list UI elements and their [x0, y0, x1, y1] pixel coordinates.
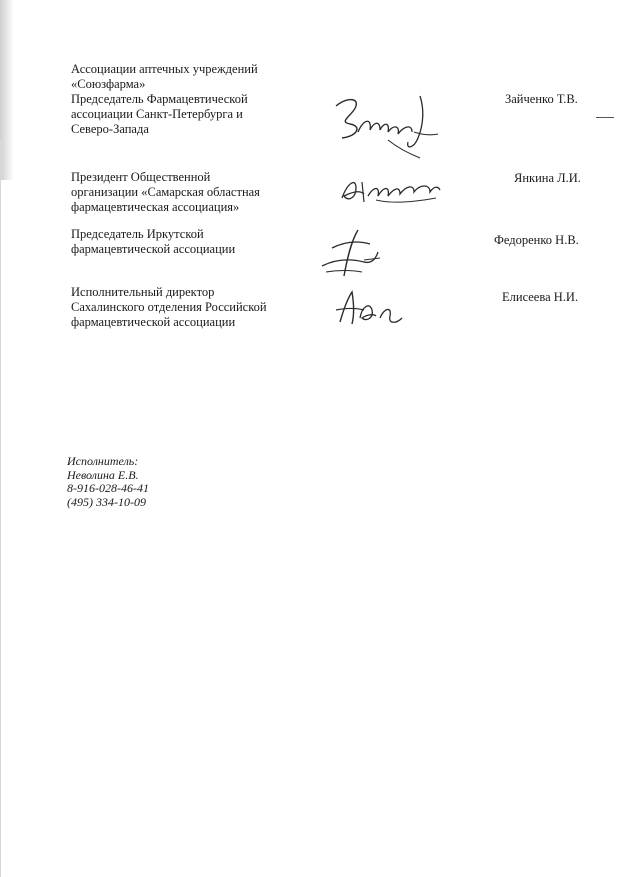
org-line: Исполнительный директор: [71, 285, 215, 299]
org-line: Ассоциации аптечных учреждений: [71, 62, 258, 76]
executor-label: Исполнитель:: [67, 454, 139, 468]
executor-block: [67, 455, 149, 509]
org-line: Сахалинского отделения Российской: [71, 300, 267, 314]
org-line: Президент Общественной: [71, 170, 211, 184]
dash-mark: [596, 117, 614, 118]
org-line: Председатель Иркутской: [71, 227, 204, 241]
signature-4: [332, 288, 407, 330]
org-line: ассоциации Санкт-Петербурга и: [71, 107, 243, 121]
org-line: «Союзфарма»: [71, 77, 146, 91]
signature-3: [318, 226, 388, 282]
signatory-1-name: Зайченко Т.В.: [505, 92, 578, 106]
executor-phone-mobile: 8-916-028-46-41: [67, 481, 149, 495]
signature-2: [338, 172, 443, 210]
signatory-4-organization: [71, 285, 267, 330]
org-line: Председатель Фармацевтической: [71, 92, 248, 106]
org-line: фармацевтическая ассоциация»: [71, 200, 240, 214]
signatory-4-name: Елисеева Н.И.: [502, 290, 579, 304]
executor-phone-office: (495) 334-10-09: [67, 494, 146, 509]
signatory-3-organization: [71, 227, 235, 257]
org-line: Северо-Запада: [71, 122, 149, 136]
scan-edge-shadow: [0, 0, 14, 180]
signatory-3-name: Федоренко Н.В.: [494, 233, 579, 247]
org-line: фармацевтической ассоциации: [71, 242, 236, 256]
org-line: организации «Самарская областная: [71, 185, 260, 199]
signature-1: [328, 88, 443, 160]
signatory-2-organization: [71, 170, 260, 215]
org-line: фармацевтической ассоциации: [71, 315, 236, 329]
signatory-2-name: Янкина Л.И.: [514, 171, 581, 185]
signatory-1-organization: [71, 62, 258, 137]
executor-name: Неволина Е.В.: [67, 467, 139, 482]
scan-edge-line: [0, 140, 1, 877]
